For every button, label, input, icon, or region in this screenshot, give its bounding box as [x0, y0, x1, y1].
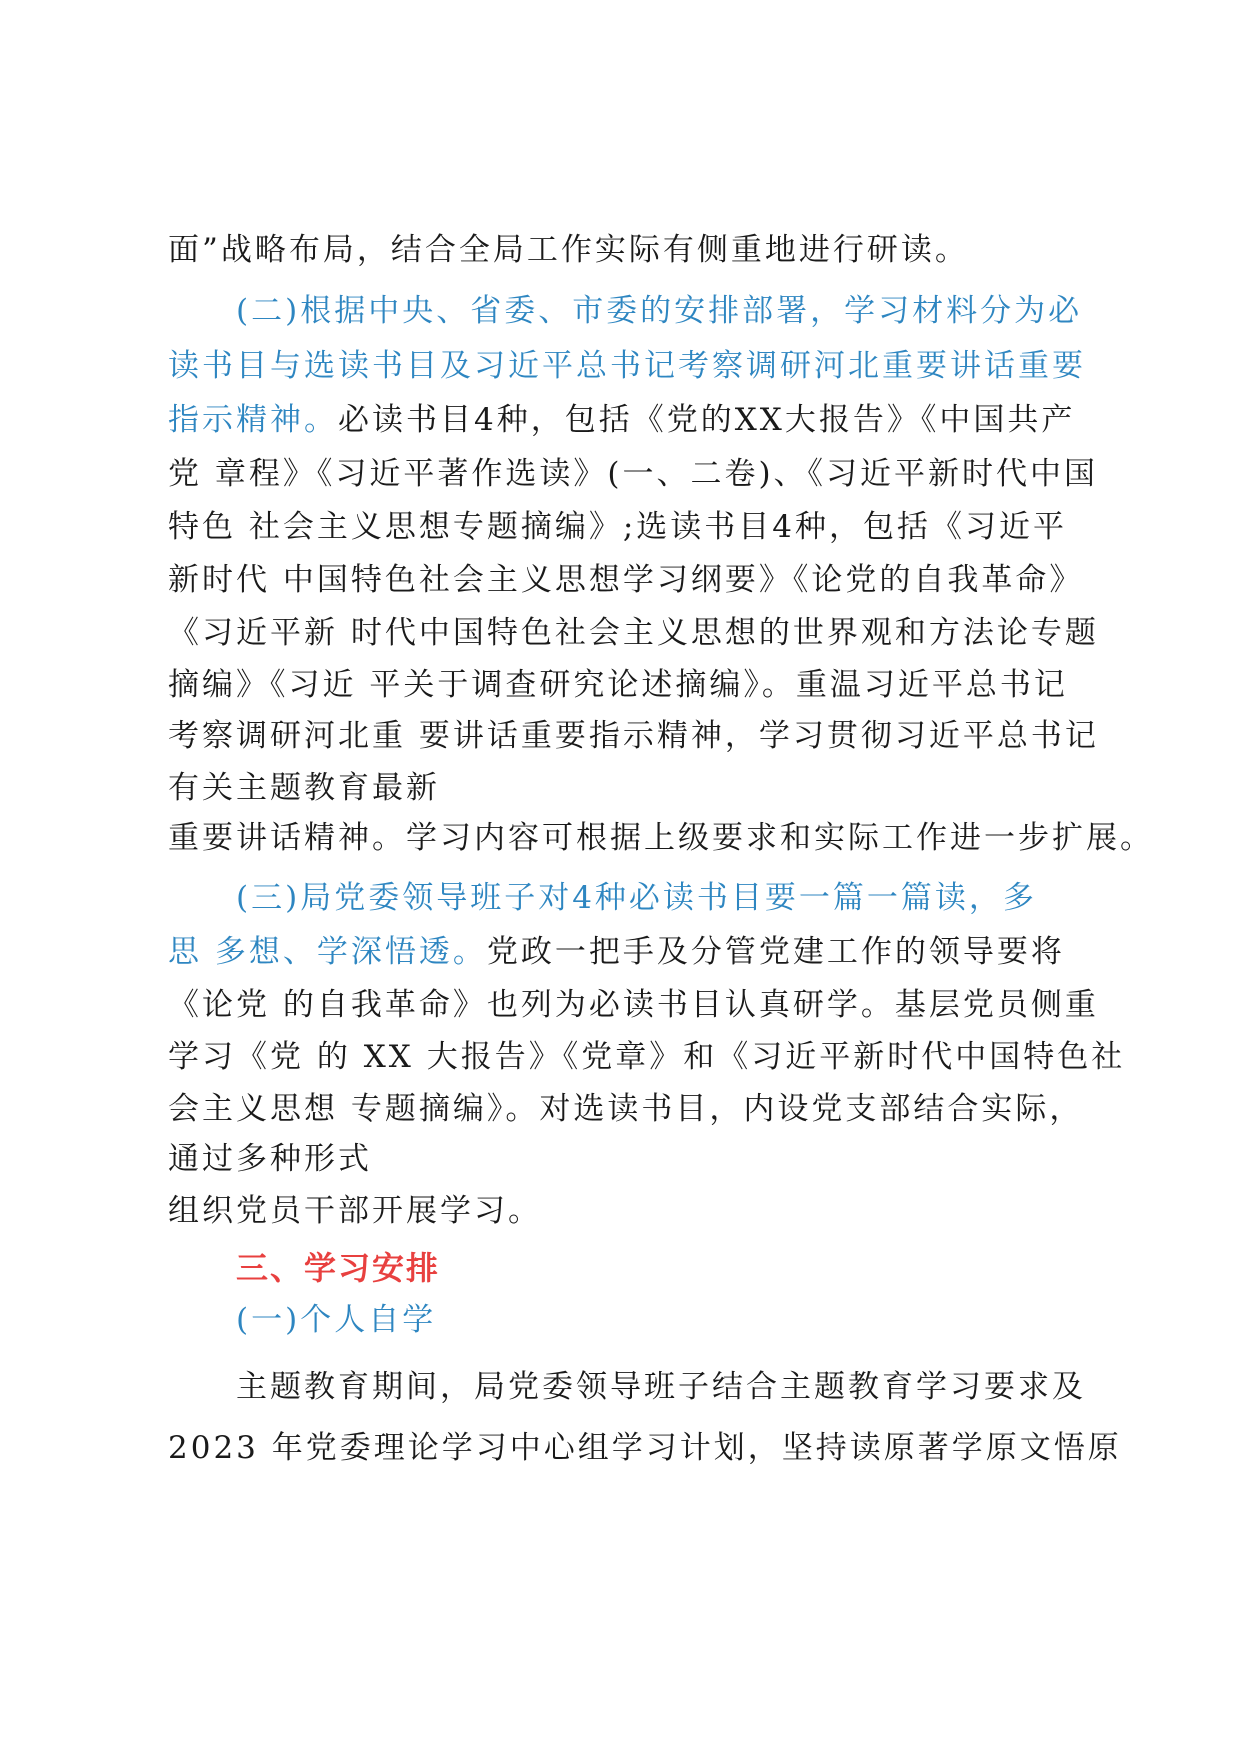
paragraph-line: [168, 1037, 1125, 1077]
paragraph-line: [168, 665, 1068, 705]
paragraph-line: [168, 985, 1099, 1025]
paragraph-line: [168, 932, 1065, 972]
paragraph-line: [168, 613, 1099, 653]
text-run: (三)局党委领导班子对4种必读书目要一篇一篇读，多: [236, 880, 1037, 916]
text-run: 通过多种形式: [168, 1141, 372, 1177]
section-heading-line: [236, 291, 1082, 331]
text-run: (二)根据中央、省委、市委的安排部署，学习材料分为必: [236, 293, 1083, 329]
text-run: 2023 年党委理论学习中心组学习计划，坚持读原著学原文悟原: [168, 1430, 1122, 1466]
text-run: 会主义思想 专题摘编》。对选读书目，内设党支部结合实际，: [168, 1091, 1084, 1127]
text-run: 主题教育期间，局党委领导班子结合主题教育学习要求及: [236, 1369, 1086, 1405]
text-run: 组织党员干部开展学习。: [168, 1193, 542, 1229]
text-run: 党 章程》《习近平著作选读》(一、二卷)、《习近平新时代中国: [168, 456, 1099, 492]
text-run: 重要讲话精神。学习内容可根据上级要求和实际工作进一步扩展。: [168, 820, 1154, 856]
text-run: (一)个人自学: [236, 1302, 437, 1338]
text-run: 三、学习安排: [236, 1249, 441, 1287]
paragraph-line: [168, 454, 1098, 494]
text-run: 读书目与选读书目及习近平总书记考察调研河北重要讲话重要: [168, 348, 1086, 384]
paragraph-line: [168, 560, 1083, 600]
text-run: 特色 社会主义思想专题摘编》;选读书目4种，包括《习近平: [168, 509, 1068, 545]
paragraph-line: [168, 230, 969, 270]
paragraph-line: [168, 1139, 372, 1179]
paragraph-line: [168, 716, 1099, 756]
text-run: 有关主题教育最新: [168, 770, 440, 806]
paragraph-line: [168, 768, 440, 808]
text-run: 学习《党 的 XX 大报告》《党章》和《习近平新时代中国特色社: [168, 1039, 1126, 1075]
paragraph-line: [168, 346, 1086, 386]
paragraph-line: [168, 1191, 542, 1231]
section-heading-line: [236, 878, 1037, 918]
paragraph-line: [168, 400, 1075, 440]
text-run: 必读书目4种，包括《党的XX大报告》《中国共产: [338, 402, 1076, 438]
paragraph-line: [168, 818, 1154, 858]
text-run: 思 多想、学深悟透。: [168, 934, 487, 970]
paragraph-line: [168, 1089, 1083, 1129]
text-run: 党政一把手及分管党建工作的领导要将: [486, 934, 1065, 970]
paragraph-line: [236, 1367, 1086, 1407]
text-run: 《习近平新 时代中国特色社会主义思想的世界观和方法论专题: [168, 615, 1099, 651]
subsection-heading: [236, 1300, 436, 1340]
paragraph-line: [168, 1428, 1122, 1468]
chapter-heading: [236, 1248, 440, 1288]
text-run: 面”战略布局，结合全局工作实际有侧重地进行研读。: [168, 232, 969, 268]
text-run: 摘编》《习近 平关于调查研究论述摘编》。重温习近平总书记: [168, 667, 1068, 703]
text-run: 《论党 的自我革命》也列为必读书目认真研学。基层党员侧重: [168, 987, 1099, 1023]
text-run: 新时代 中国特色社会主义思想学习纲要》《论党的自我革命》: [168, 562, 1084, 598]
text-run: 指示精神。: [168, 402, 338, 438]
text-run: 考察调研河北重 要讲话重要指示精神，学习贯彻习近平总书记: [168, 718, 1099, 754]
paragraph-line: [168, 507, 1067, 547]
